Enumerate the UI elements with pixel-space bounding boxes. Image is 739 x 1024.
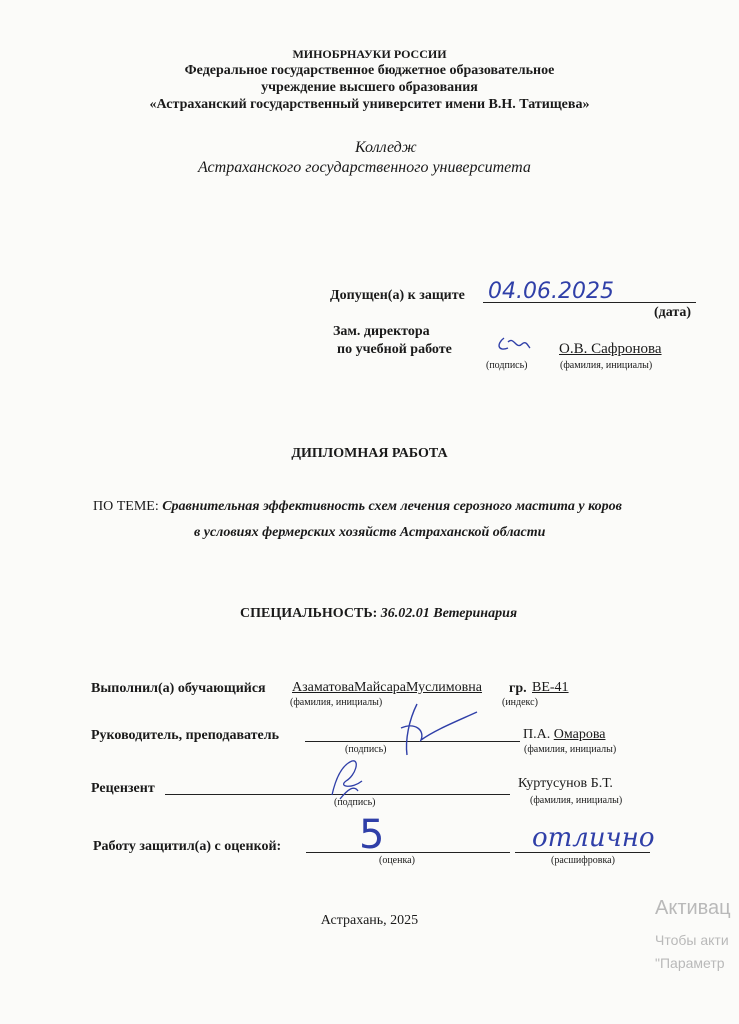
university-name: «Астраханский государственный университет имени В.Н. Татищева» (149, 97, 590, 112)
handwritten-date (486, 276, 636, 306)
svg-text:04.06.2025: 04.06.2025 (488, 279, 614, 304)
deputy-role-line2: по учебной работе (337, 342, 452, 357)
activation-watermark-line2: Чтобы акти (655, 932, 729, 948)
student-name-caption: (фамилия, инициалы) (290, 697, 383, 708)
college-name: Колледж (355, 139, 417, 156)
handwritten-grade-text (530, 818, 670, 854)
handwritten-grade (357, 808, 397, 853)
student-name: АзаматоваМайсараМуслимовна (292, 680, 482, 695)
topic-text-1: Сравнительная эффективность схем лечения серозного мастита у коров (162, 499, 622, 514)
city-year: Астрахань, 2025 (320, 913, 419, 928)
specialty-label: СПЕЦИАЛЬНОСТЬ: (240, 606, 378, 621)
supervisor-name-caption: (фамилия, инициалы) (524, 744, 617, 755)
deputy-signature-caption: (подпись) (486, 360, 528, 371)
grade-text-caption: (расшифровка) (551, 855, 615, 866)
deputy-role-line1: Зам. директора (333, 324, 430, 339)
topic-line1 (93, 499, 622, 515)
college-university: Астраханского государственного университета (198, 159, 531, 176)
reviewer-label: Рецензент (91, 781, 155, 796)
activation-watermark-title: Активац (655, 897, 731, 919)
reviewer-name-caption: (фамилия, инициалы) (530, 795, 623, 806)
topic-text-2: в условиях фермерских хозяйств Астраханской области (194, 525, 546, 540)
deputy-name-caption: (фамилия, инициалы) (560, 360, 653, 371)
ministry-name: МИНОБРНАУКИ РОССИИ (292, 47, 447, 61)
group-label: гр. (509, 681, 527, 696)
supervisor-surname: Омарова (553, 727, 606, 742)
institution-level: учреждение высшего образования (261, 80, 478, 95)
svg-text:5: 5 (359, 812, 385, 853)
reviewer-signature-caption: (подпись) (334, 797, 376, 808)
supervisor-signature (395, 700, 485, 760)
grade-line (306, 852, 510, 853)
deputy-signature (494, 330, 534, 358)
specialty-value: 36.02.01 Ветеринария (380, 606, 518, 621)
group-value: ВЕ-41 (532, 680, 569, 695)
student-label: Выполнил(а) обучающийся (91, 681, 266, 696)
supervisor-name (523, 727, 605, 743)
date-caption: (дата) (654, 305, 692, 320)
supervisor-label: Руководитель, преподаватель (91, 728, 280, 743)
topic-label: ПО ТЕМЕ: (93, 499, 159, 514)
supervisor-initials: П.А. (523, 727, 551, 742)
grade-caption: (оценка) (379, 855, 415, 866)
institution-type: Федеральное государственное бюджетное образовательное (184, 63, 555, 78)
admission-label: Допущен(а) к защите (330, 288, 465, 303)
deputy-name: О.В. Сафронова (559, 341, 662, 357)
svg-text:отлично: отлично (532, 823, 655, 853)
specialty (240, 606, 517, 622)
document-title: ДИПЛОМНАЯ РАБОТА (291, 446, 448, 461)
activation-watermark-line3: "Параметр (655, 955, 725, 971)
reviewer-name: Куртусунов Б.Т. (518, 776, 613, 791)
group-caption: (индекс) (502, 697, 538, 708)
supervisor-signature-caption: (подпись) (345, 744, 387, 755)
grade-label: Работу защитил(а) с оценкой: (93, 839, 282, 854)
